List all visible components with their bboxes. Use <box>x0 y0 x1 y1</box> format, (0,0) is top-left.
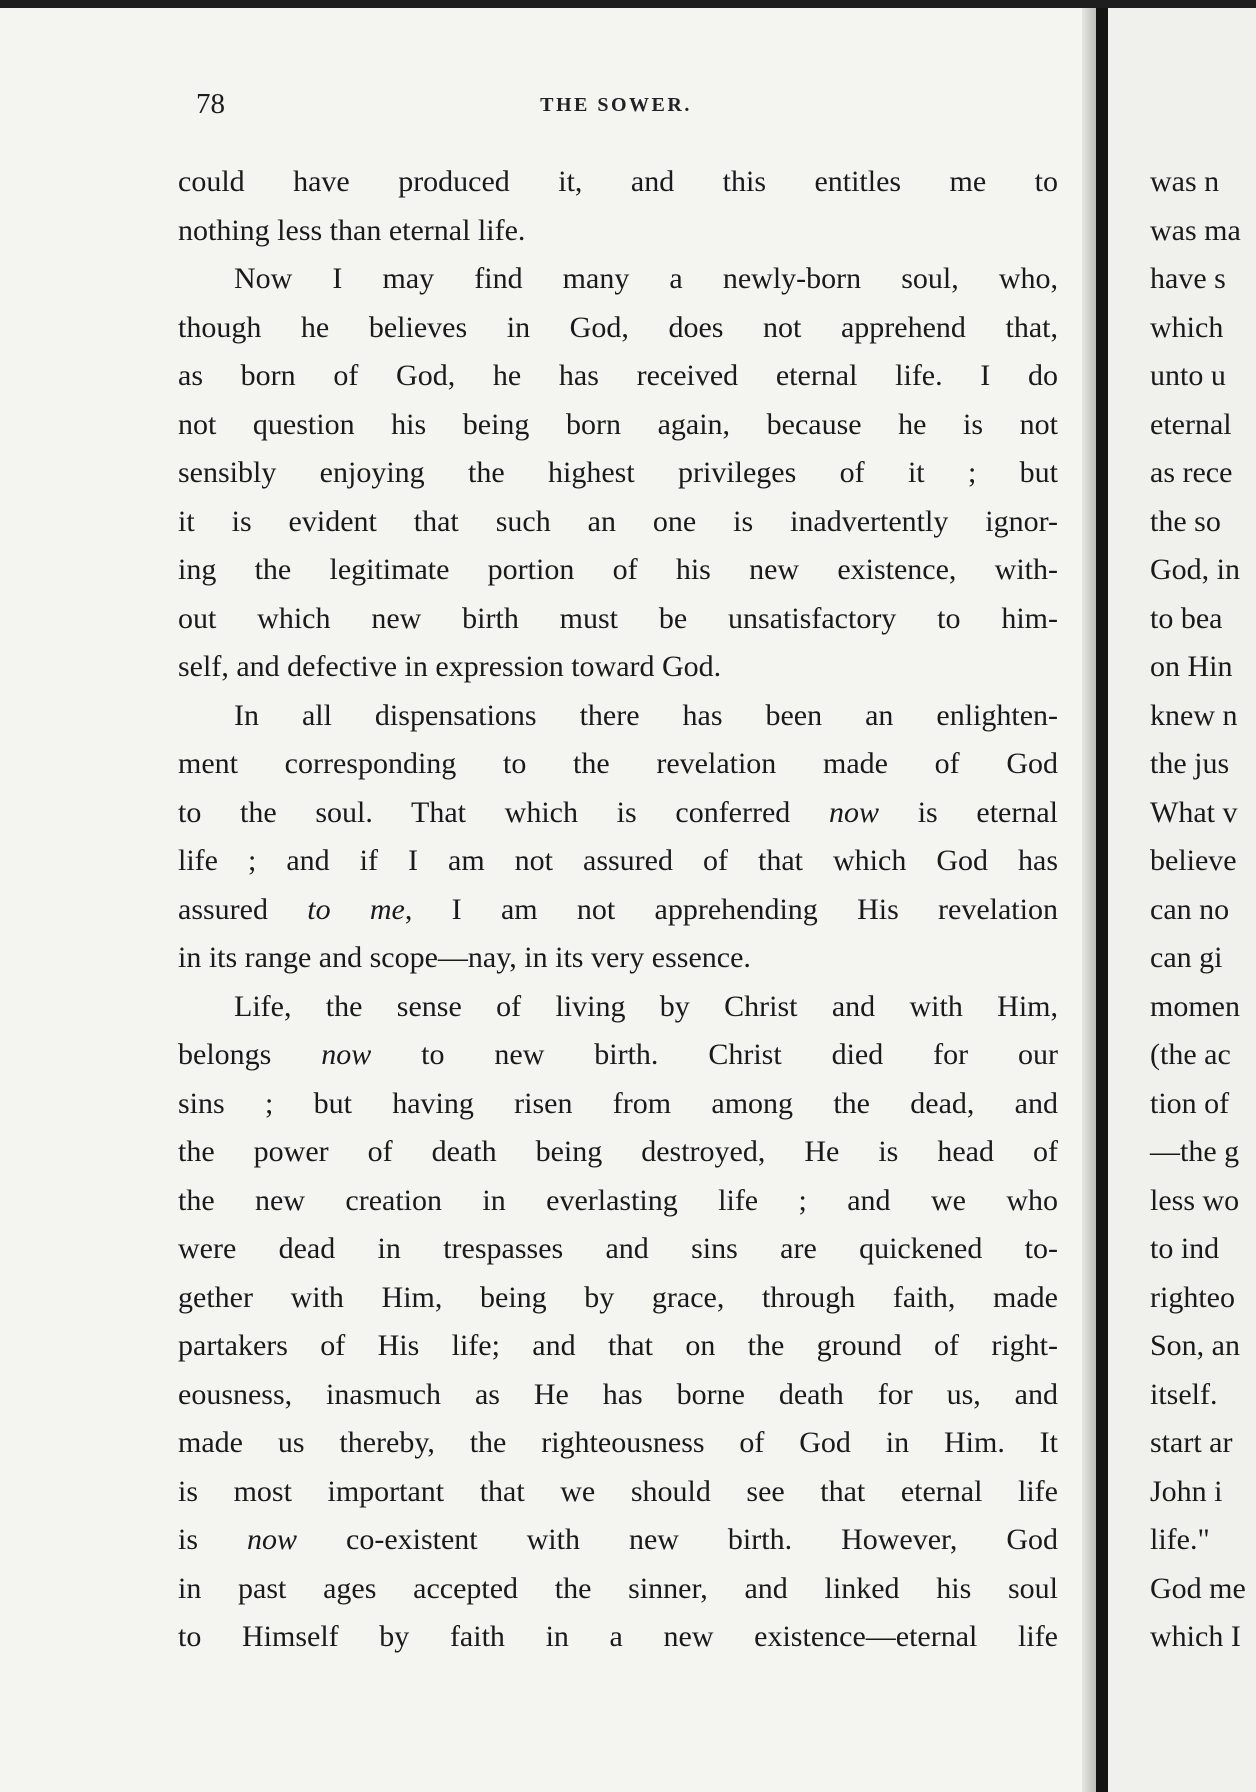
right-page-line: to bea <box>1150 601 1223 635</box>
text-line: In all dispensations there has been an enlighten- <box>234 698 1058 732</box>
right-page-line: God me <box>1150 1571 1246 1605</box>
text-segment: is <box>178 1523 248 1556</box>
right-page-line: righteo <box>1150 1280 1235 1314</box>
text-line: could have produced it, and this entitles me to <box>178 165 1058 198</box>
text-line: in past ages accepted the sinner, and linked his soul <box>178 1571 1058 1605</box>
right-page-line: less wo <box>1150 1183 1240 1217</box>
right-page-line: the so <box>1150 504 1221 538</box>
right-page-line: knew n <box>1150 698 1238 732</box>
text-segment: to new birth. Christ died for our <box>371 1038 1058 1071</box>
italic-text: to me <box>307 892 405 926</box>
right-page-line: (the ac <box>1150 1038 1231 1071</box>
text-line: Life, the sense of living by Christ and with Him, <box>234 989 1058 1023</box>
right-page-line: momen <box>1150 989 1240 1023</box>
scan-top-edge <box>0 0 1256 8</box>
text-line <box>178 1031 1058 1080</box>
right-page-line: life." <box>1150 1523 1210 1556</box>
right-page-line: believe <box>1150 844 1237 877</box>
text-line: it is evident that such an one is inadvertently ignor- <box>178 504 1058 538</box>
text-segment: assured <box>178 892 308 926</box>
right-page-line: to ind <box>1150 1232 1220 1265</box>
right-page-lines <box>1150 158 1256 1662</box>
right-page-line: start ar <box>1150 1426 1233 1459</box>
text-line: eousness, inasmuch as He has borne death for us, and <box>178 1377 1058 1411</box>
text-segment: belongs <box>178 1038 322 1071</box>
right-page-line: —the g <box>1150 1135 1240 1168</box>
header-title: THE SOWER. <box>540 94 692 116</box>
text-line: partakers of His life; and that on the ground of right- <box>178 1329 1058 1362</box>
text-line <box>178 789 1058 838</box>
right-page-line: unto u <box>1150 359 1226 392</box>
text-line: ment corresponding to the revelation made of God <box>178 747 1058 780</box>
right-page-line: God, in <box>1150 553 1240 586</box>
right-page-line: eternal <box>1150 407 1232 441</box>
text-segment: is eternal <box>879 795 1058 829</box>
text-line: made us thereby, the righteousness of God in Him. It <box>178 1426 1058 1459</box>
body-text <box>178 158 1058 1662</box>
text-line: nothing less than eternal life. <box>178 213 526 247</box>
page-gutter <box>1082 8 1096 1792</box>
right-page-line: the jus <box>1150 747 1230 780</box>
running-head <box>0 88 1082 128</box>
text-line: Now I may find many a newly-born soul, who, <box>234 262 1058 295</box>
italic-text: now <box>828 795 879 829</box>
right-page-line: as rece <box>1150 456 1233 489</box>
right-page-line: was n <box>1150 165 1220 198</box>
text-segment: to the soul. That which is conferred <box>178 795 829 829</box>
right-page-line: itself. <box>1150 1377 1218 1411</box>
right-page-line: What v <box>1150 795 1238 829</box>
text-line: sensibly enjoying the highest privileges of it ; but <box>178 456 1058 489</box>
text-segment: , I am not apprehending His revelation <box>404 892 1058 926</box>
text-line: though he believes in God, does not apprehend that, <box>178 310 1058 344</box>
text-line: is most important that we should see that eternal life <box>178 1474 1058 1508</box>
text-line: out which new birth must be unsatisfactory to him- <box>178 601 1058 635</box>
text-segment: co-existent with new birth. However, God <box>297 1523 1058 1556</box>
right-page-line: tion of <box>1150 1086 1230 1120</box>
page-number: 78 <box>196 88 225 120</box>
text-line: were dead in trespasses and sins are quickened to- <box>178 1232 1058 1265</box>
left-page <box>0 8 1082 1792</box>
text-line: the new creation in everlasting life ; and we who <box>178 1183 1058 1217</box>
right-page-line: can gi <box>1150 941 1223 974</box>
right-page-line: which I <box>1150 1620 1241 1653</box>
right-page-line: Son, an <box>1150 1329 1240 1362</box>
text-line: not question his being born again, because he is not <box>178 407 1058 441</box>
book-spine <box>1096 8 1108 1792</box>
text-line: in its range and scope—nay, in its very essence. <box>178 941 751 974</box>
right-page-line: was ma <box>1150 213 1241 247</box>
right-page-line: on Hin <box>1150 650 1233 683</box>
text-line <box>178 1516 1058 1565</box>
text-line: the power of death being destroyed, He is head of <box>178 1135 1058 1168</box>
italic-text: now <box>247 1523 298 1556</box>
right-page-fragment <box>1108 8 1256 1792</box>
right-page-line: have s <box>1150 262 1226 295</box>
right-page-line: which <box>1150 310 1224 344</box>
text-line: to Himself by faith in a new existence—eternal life <box>178 1620 1058 1653</box>
italic-text: now <box>321 1038 372 1071</box>
right-page-line: can no <box>1150 892 1230 926</box>
text-line: sins ; but having risen from among the dead, and <box>178 1086 1058 1120</box>
text-line: ing the legitimate portion of his new existence, with- <box>178 553 1058 586</box>
text-line: self, and defective in expression toward God. <box>178 650 722 683</box>
text-line <box>178 886 1058 935</box>
text-line: life ; and if I am not assured of that which God has <box>178 844 1058 877</box>
text-line: as born of God, he has received eternal life. I do <box>178 359 1058 392</box>
text-line: gether with Him, being by grace, through faith, made <box>178 1280 1058 1314</box>
right-page-line: John i <box>1150 1474 1223 1508</box>
